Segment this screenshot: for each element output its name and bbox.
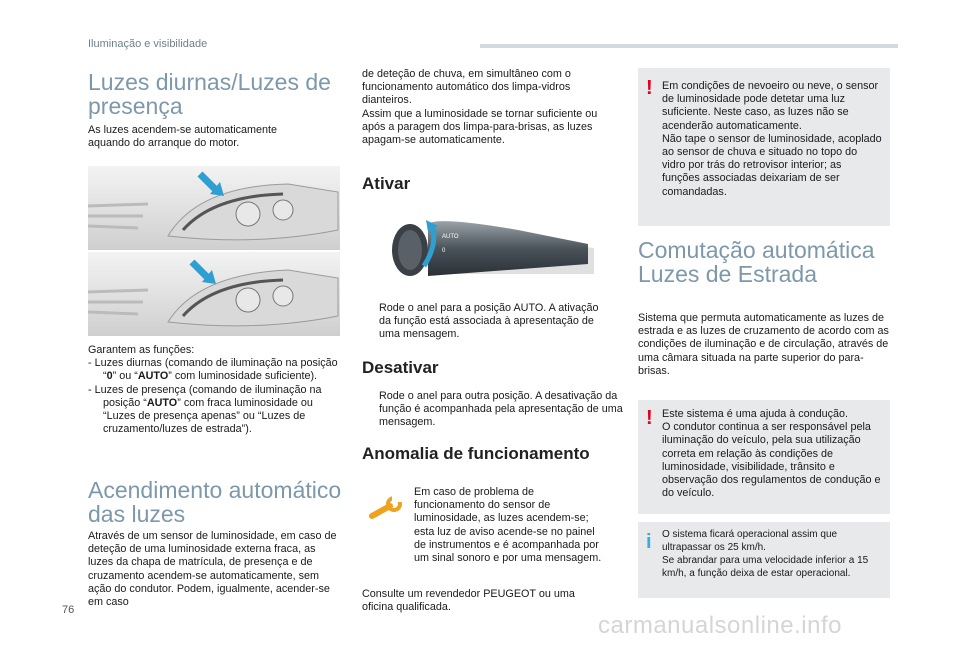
info-icon: i bbox=[646, 531, 652, 553]
anomalia-text: Em caso de problema de funcionamento do sensor de luminosidade, as luzes acendem-se; esta luz de aviso acende-se no painel de instrumentos e é acompanhada por um sinal sonoro e por uma mensagem. bbox=[414, 486, 602, 565]
heading-ativar: Ativar bbox=[362, 174, 411, 193]
warning-box-driver: ! Este sistema é uma ajuda à condução. O condutor continua a ser responsável pela iluminação do veículo, pela sua utilização correta em relação às condições de luminosidade, visibilidade, trânsito e observação dos regulamentos de condução e do veículo. bbox=[638, 400, 890, 514]
auto-high-beam-text: Sistema que permuta automaticamente as luzes de estrada e as luzes de cruzamento de acordo com as condições de iluminação e de circulação, através de uma câmara situada na parte superior do para-brisas. bbox=[638, 312, 889, 377]
info-box-speed: i O sistema ficará operacional assim que ultrapassar os 25 km/h. Se abrandar para uma velocidade inferior a 15 km/h, a função deixa de estar operacional. bbox=[638, 522, 890, 598]
lighting-stalk-illustration bbox=[388, 204, 594, 296]
title-auto-lighting: Acendimento automático das luzes bbox=[88, 477, 342, 527]
section-label: Iluminação e visibilidade bbox=[88, 38, 208, 50]
stalk-label-zero: 0 bbox=[442, 248, 446, 254]
watermark: carmanualsonline.info bbox=[598, 612, 842, 639]
warning-icon: ! bbox=[646, 77, 653, 99]
headlight-illustration bbox=[88, 166, 340, 336]
stalk-label-auto: AUTO bbox=[442, 234, 459, 240]
page-number: 76 bbox=[62, 604, 75, 616]
wrench-warning-icon bbox=[368, 494, 404, 524]
intro-text: As luzes acendem-se automaticamente aquando do arranque do motor. bbox=[88, 124, 278, 150]
heading-desativar: Desativar bbox=[362, 358, 439, 377]
list-item: - Luzes diurnas (comando de iluminação na posição “0” ou “AUTO” com luminosidade suficiente). bbox=[88, 357, 338, 383]
title-auto-high-beam: Comutação automática Luzes de Estrada bbox=[638, 237, 875, 287]
headlight-photo bbox=[88, 166, 340, 336]
warning-icon: ! bbox=[646, 407, 653, 429]
functions-list: Garantem as funções: - Luzes diurnas (comando de iluminação na posição “0” ou “AUTO” com luminosidade suficiente). - Luzes de presença (comando de iluminação na posição “AUTO” com fraca luminosidade ou “Luzes de presença apenas” ou “Luzes de cruzamento/luzes de estrada”). bbox=[88, 344, 342, 436]
lighting-stalk-image bbox=[388, 204, 594, 296]
continued-text: de deteção de chuva, em simultâneo com o funcionamento automático dos limpa-vidros dianteiros. Assim que a luminosidade se tornar suficiente ou após a paragem dos limpa-para-brisas, as luzes apagam-se automaticamente. bbox=[362, 68, 598, 147]
list-item: - Luzes de presença (comando de iluminação na posição “AUTO” com fraca luminosidade ou “Luzes de presença apenas” ou “Luzes de cruzamento/luzes de estrada”). bbox=[88, 383, 322, 436]
header-rule bbox=[480, 44, 898, 48]
heading-anomalia: Anomalia de funcionamento bbox=[362, 444, 590, 463]
ativar-text: Rode o anel para a posição AUTO. A ativação da função está associada à apresentação de uma mensagem. bbox=[379, 302, 599, 341]
title-daytime-lights: Luzes diurnas/Luzes de presença bbox=[88, 69, 331, 119]
warning-box-fog: ! Em condições de nevoeiro ou neve, o sensor de luminosidade pode detetar uma luz suficiente. Neste caso, as luzes não se acenderão automaticamente. Não tape o sensor de luminosidade, acoplado ao sensor de chuva e situado no topo do vidro por trás do retrovisor interior; as funções associadas deixariam de ser comandadas. bbox=[638, 68, 890, 226]
consult-text: Consulte um revendedor PEUGEOT ou uma oficina qualificada. bbox=[362, 588, 575, 614]
auto-lighting-text: Através de um sensor de luminosidade, em caso de deteção de uma luminosidade externa fraca, as luzes da chapa de matrícula, de presença e de cruzamento acendem-se automaticamente, sem ação do condutor. Podem, igualmente, acender-se em caso bbox=[88, 530, 337, 609]
desativar-text: Rode o anel para outra posição. A desativação da função é acompanhada pela apresentação de uma mensagem. bbox=[379, 390, 623, 429]
